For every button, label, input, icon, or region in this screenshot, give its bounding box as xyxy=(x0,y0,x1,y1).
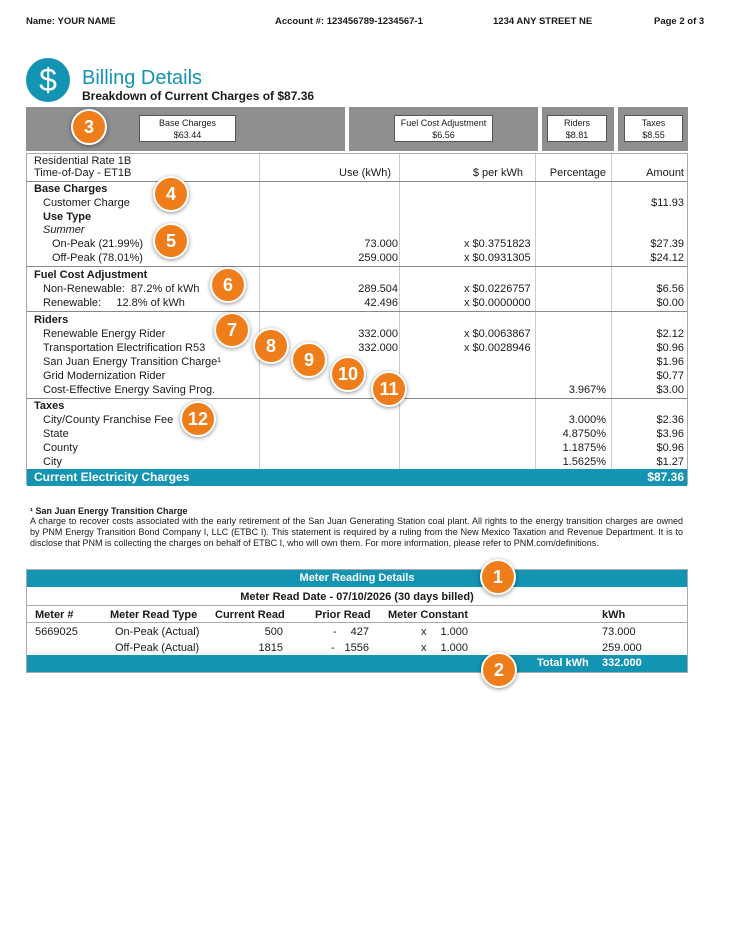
rate-name: Residential Rate 1B xyxy=(34,155,132,167)
tax-label: County xyxy=(43,442,78,454)
rider-amount: $2.12 xyxy=(656,328,684,340)
section-riders: Riders xyxy=(34,314,69,326)
rider-use: 332.000 xyxy=(358,342,398,354)
tax-percentage: 1.1875% xyxy=(562,442,606,454)
tax-percentage: 3.000% xyxy=(568,414,606,426)
tax-percentage: 4.8750% xyxy=(562,428,606,440)
on-peak-label: On-Peak (21.99%) xyxy=(52,238,144,250)
category-label: Taxes xyxy=(641,118,666,128)
total-label: Current Electricity Charges xyxy=(34,470,190,484)
rider-use: 332.000 xyxy=(358,328,398,340)
rider-amount: $0.77 xyxy=(656,370,684,382)
renewable-rate: x $0.0000000 xyxy=(464,297,531,309)
callout-badge-10: 10 xyxy=(330,356,366,392)
meter-constant: 1.000 xyxy=(440,626,468,638)
rider-label: Cost-Effective Energy Saving Prog. xyxy=(43,384,216,396)
callout-badge-8: 8 xyxy=(253,328,289,364)
rider-amount: $0.96 xyxy=(656,342,684,354)
page-subtitle: Breakdown of Current Charges of $87.36 xyxy=(82,89,315,103)
rate-column-header: $ per kWh xyxy=(472,167,523,179)
total-kwh-label: Total kWh xyxy=(537,657,589,669)
category-label: Fuel Cost Adjustment xyxy=(400,118,487,128)
category-amount: $8.55 xyxy=(642,130,665,140)
renewable-label: Renewable: 12.8% of kWh xyxy=(43,297,185,309)
meter-reading-table xyxy=(26,569,688,673)
kwh-value: 259.000 xyxy=(602,642,642,654)
page-number: Page 2 of 3 xyxy=(654,16,705,27)
callout-badge-9: 9 xyxy=(291,342,327,378)
section-divider xyxy=(27,181,687,182)
renewable-amount: $0.00 xyxy=(656,297,684,309)
footnote-text: A charge to recover costs associated with the early retirement of the San Juan Generating Station coal plant. All rights to the energy transition charges are owned by PNM Energy Transition Bond Company I, LLC (ETBC I). This statement is required by a ruling from the New Mexico Taxation and Revenue Department. It is to disclose that PNM is collecting the charges on behalf of ETBC I, who will own them. For more information, please refer to PNM.com/definitions. xyxy=(30,516,683,548)
category-amount: $8.81 xyxy=(565,130,589,140)
kwh-header: kWh xyxy=(602,609,626,621)
charges-table xyxy=(26,153,688,485)
column-divider xyxy=(399,154,400,484)
meter-read-date: Meter Read Date - 07/10/2026 (30 days billed) xyxy=(240,591,474,603)
footnote-title: ¹ San Juan Energy Transition Charge xyxy=(30,506,188,516)
percentage-column-header: Percentage xyxy=(549,167,606,179)
current-charges-total-row xyxy=(27,469,687,486)
multiply-sign: x xyxy=(421,626,427,638)
callout-badge-4: 4 xyxy=(153,176,189,212)
tax-label: City xyxy=(43,456,62,468)
current-read: 1815 xyxy=(258,642,283,654)
tax-percentage: 1.5625% xyxy=(562,456,606,468)
category-amount: $6.56 xyxy=(432,130,455,140)
category-riders xyxy=(547,115,607,142)
prior-read: 1556 xyxy=(344,642,369,654)
meter-constant: 1.000 xyxy=(440,642,468,654)
category-fuel-cost xyxy=(394,115,493,142)
callout-badge-5: 5 xyxy=(153,223,189,259)
meter-reading-title: Meter Reading Details xyxy=(27,570,687,587)
tax-amount: $0.96 xyxy=(656,442,684,454)
use-type-label: Use Type xyxy=(43,211,92,223)
read-type-header: Meter Read Type xyxy=(110,609,198,621)
customer-charge-label: Customer Charge xyxy=(43,197,130,209)
renewable-use: 42.496 xyxy=(364,297,398,309)
rider-percentage: 3.967% xyxy=(568,384,606,396)
column-divider xyxy=(535,154,536,484)
rider-amount: $1.96 xyxy=(656,356,684,368)
account-number: Account #: 123456789-1234567-1 xyxy=(275,16,423,27)
section-divider xyxy=(27,266,687,267)
customer-name: Name: YOUR NAME xyxy=(26,16,116,27)
rider-label: Transportation Electrification R53 xyxy=(43,342,206,354)
section-taxes: Taxes xyxy=(34,400,65,412)
total-amount: $87.36 xyxy=(647,470,684,484)
amount-column-header: Amount xyxy=(646,167,684,179)
rider-label: Grid Modernization Rider xyxy=(43,370,166,382)
callout-badge-7: 7 xyxy=(214,312,250,348)
section-divider xyxy=(27,398,687,399)
prior-read: 427 xyxy=(350,626,369,638)
callout-badge-2: 2 xyxy=(481,652,517,688)
non-renewable-amount: $6.56 xyxy=(656,283,684,295)
on-peak-use: 73.000 xyxy=(364,238,398,250)
rider-label: San Juan Energy Transition Charge¹ xyxy=(43,356,221,368)
section-divider xyxy=(27,311,687,312)
meter-number: 5669025 xyxy=(35,626,78,638)
tax-amount: $3.96 xyxy=(656,428,684,440)
section-base-charges: Base Charges xyxy=(34,183,108,195)
tax-amount: $2.36 xyxy=(656,414,684,426)
rider-amount: $3.00 xyxy=(656,384,684,396)
page-title: Billing Details xyxy=(82,67,203,89)
use-column-header: Use (kWh) xyxy=(339,167,391,179)
category-label: Riders xyxy=(563,118,590,128)
column-divider xyxy=(611,154,612,484)
callout-badge-1: 1 xyxy=(480,559,516,595)
meter-number-header: Meter # xyxy=(35,609,74,621)
column-divider xyxy=(259,154,260,484)
callout-badge-12: 12 xyxy=(180,401,216,437)
category-label: Base Charges xyxy=(158,118,217,128)
prior-read-dash: - xyxy=(331,642,335,654)
rider-rate: x $0.0063867 xyxy=(464,328,531,340)
callout-badge-6: 6 xyxy=(210,267,246,303)
multiply-sign: x xyxy=(421,642,427,654)
rate-schedule: Time-of-Day - ET1B xyxy=(34,167,132,179)
tax-label: State xyxy=(43,428,69,440)
kwh-value: 73.000 xyxy=(602,626,636,638)
season-label: Summer xyxy=(43,224,85,236)
read-type: On-Peak (Actual) xyxy=(115,626,200,638)
rider-rate: x $0.0028946 xyxy=(464,342,531,354)
prior-read-header: Prior Read xyxy=(315,609,371,621)
current-read: 500 xyxy=(264,626,283,638)
non-renewable-label: Non-Renewable: 87.2% of kWh xyxy=(43,283,200,295)
service-address: 1234 ANY STREET NE xyxy=(493,16,593,27)
row-divider xyxy=(27,605,687,606)
tax-amount: $1.27 xyxy=(656,456,684,468)
off-peak-rate: x $0.0931305 xyxy=(464,252,531,264)
category-amount: $63.44 xyxy=(173,130,202,140)
callout-badge-11: 11 xyxy=(371,371,407,407)
off-peak-label: Off-Peak (78.01%) xyxy=(52,252,143,264)
current-read-header: Current Read xyxy=(215,609,285,621)
total-kwh-value: 332.000 xyxy=(602,657,642,669)
dollar-icon: $ xyxy=(26,58,70,102)
category-base-charges xyxy=(139,115,236,142)
prior-read-dash: - xyxy=(333,626,337,638)
customer-charge-amount: $11.93 xyxy=(651,197,684,209)
read-type: Off-Peak (Actual) xyxy=(115,642,200,654)
rider-label: Renewable Energy Rider xyxy=(43,328,166,340)
non-renewable-use: 289.504 xyxy=(358,283,398,295)
total-kwh-row xyxy=(27,655,687,672)
row-divider xyxy=(27,622,687,623)
category-taxes xyxy=(624,115,683,142)
on-peak-amount: $27.39 xyxy=(650,238,684,250)
meter-constant-header: Meter Constant xyxy=(388,609,469,621)
off-peak-use: 259.000 xyxy=(358,252,398,264)
tax-label: City/County Franchise Fee xyxy=(43,414,174,426)
callout-badge-3: 3 xyxy=(71,109,107,145)
section-fuel-cost: Fuel Cost Adjustment xyxy=(34,269,148,281)
non-renewable-rate: x $0.0226757 xyxy=(464,283,531,295)
on-peak-rate: x $0.3751823 xyxy=(464,238,531,250)
off-peak-amount: $24.12 xyxy=(650,252,684,264)
